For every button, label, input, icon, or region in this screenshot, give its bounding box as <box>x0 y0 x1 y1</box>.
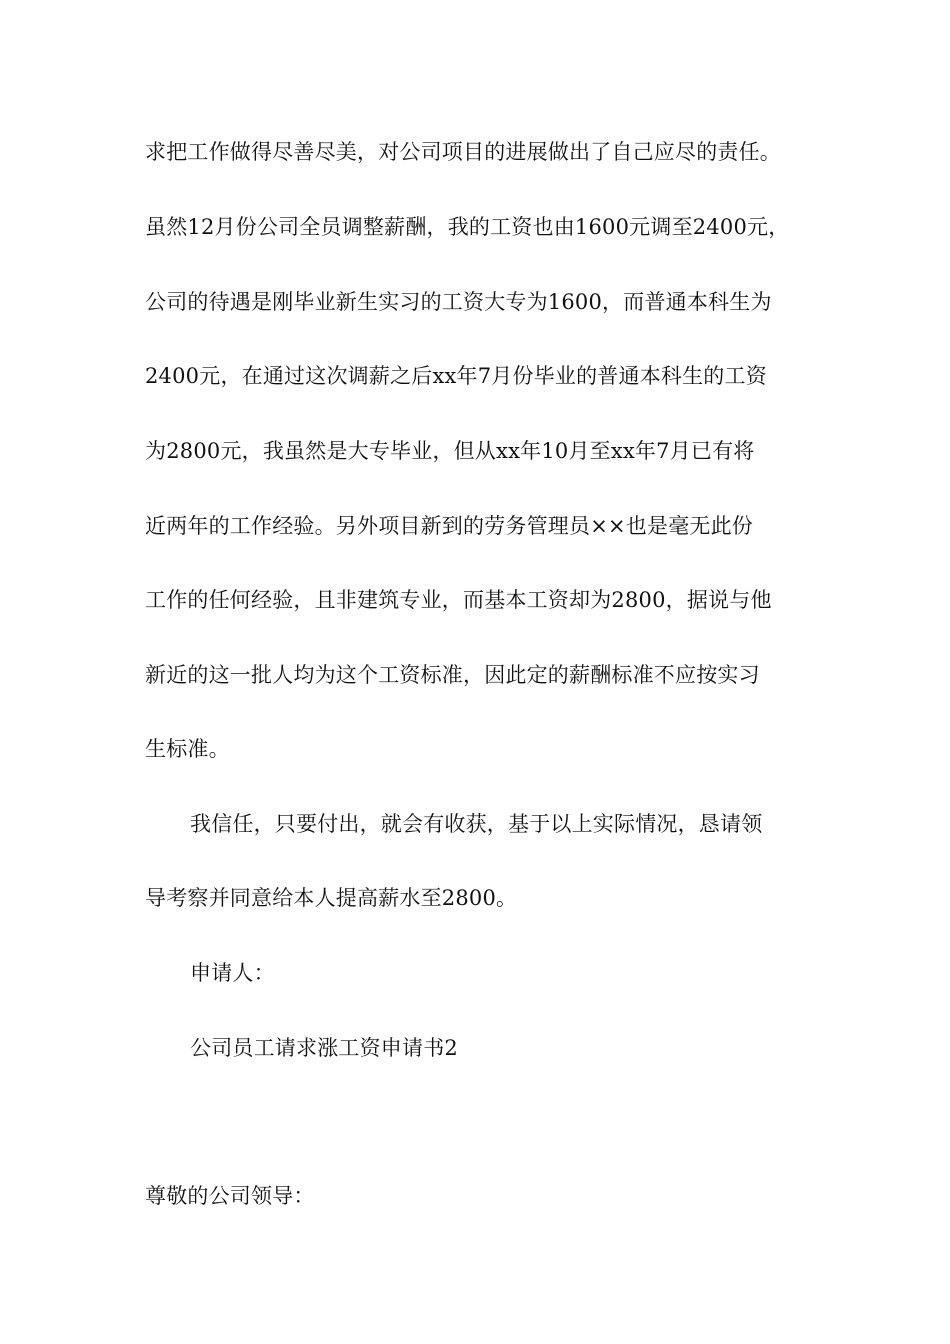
request-line-2: 导考察并同意给本人提高薪水至2800。 <box>145 886 518 910</box>
request-line-1: 我信任，只要付出，就会有收获，基于以上实际情况，恳请领 <box>190 812 763 836</box>
paragraph-line-8: 新近的这一批人均为这个工资标准，因此定的薪酬标准不应按实习 <box>145 663 760 687</box>
applicant-label: 申请人： <box>190 961 275 985</box>
paragraph-line-2: 虽然12月份公司全员调整薪酬，我的工资也由1600元调至2400元， <box>145 215 790 239</box>
paragraph-line-7: 工作的任何经验，且非建筑专业，而基本工资却为2800，据说与他 <box>145 588 772 612</box>
paragraph-line-9: 生标准。 <box>145 737 230 761</box>
paragraph-line-5: 为2800元，我虽然是大专毕业，但从xx年10月至xx年7月已有将 <box>145 439 755 463</box>
section-title: 公司员工请求涨工资申请书2 <box>190 1036 458 1060</box>
paragraph-line-6: 近两年的工作经验。另外项目新到的劳务管理员××也是毫无此份 <box>145 514 753 538</box>
paragraph-line-4: 2400元，在通过这次调薪之后xx年7月份毕业的普通本科生的工资 <box>145 364 767 388</box>
paragraph-line-3: 公司的待遇是刚毕业新生实习的工资大专为1600，而普通本科生为 <box>145 290 772 314</box>
paragraph-line-1: 求把工作做得尽善尽美，对公司项目的进展做出了自己应尽的责任。 <box>145 140 781 164</box>
salutation: 尊敬的公司领导： <box>145 1184 315 1208</box>
